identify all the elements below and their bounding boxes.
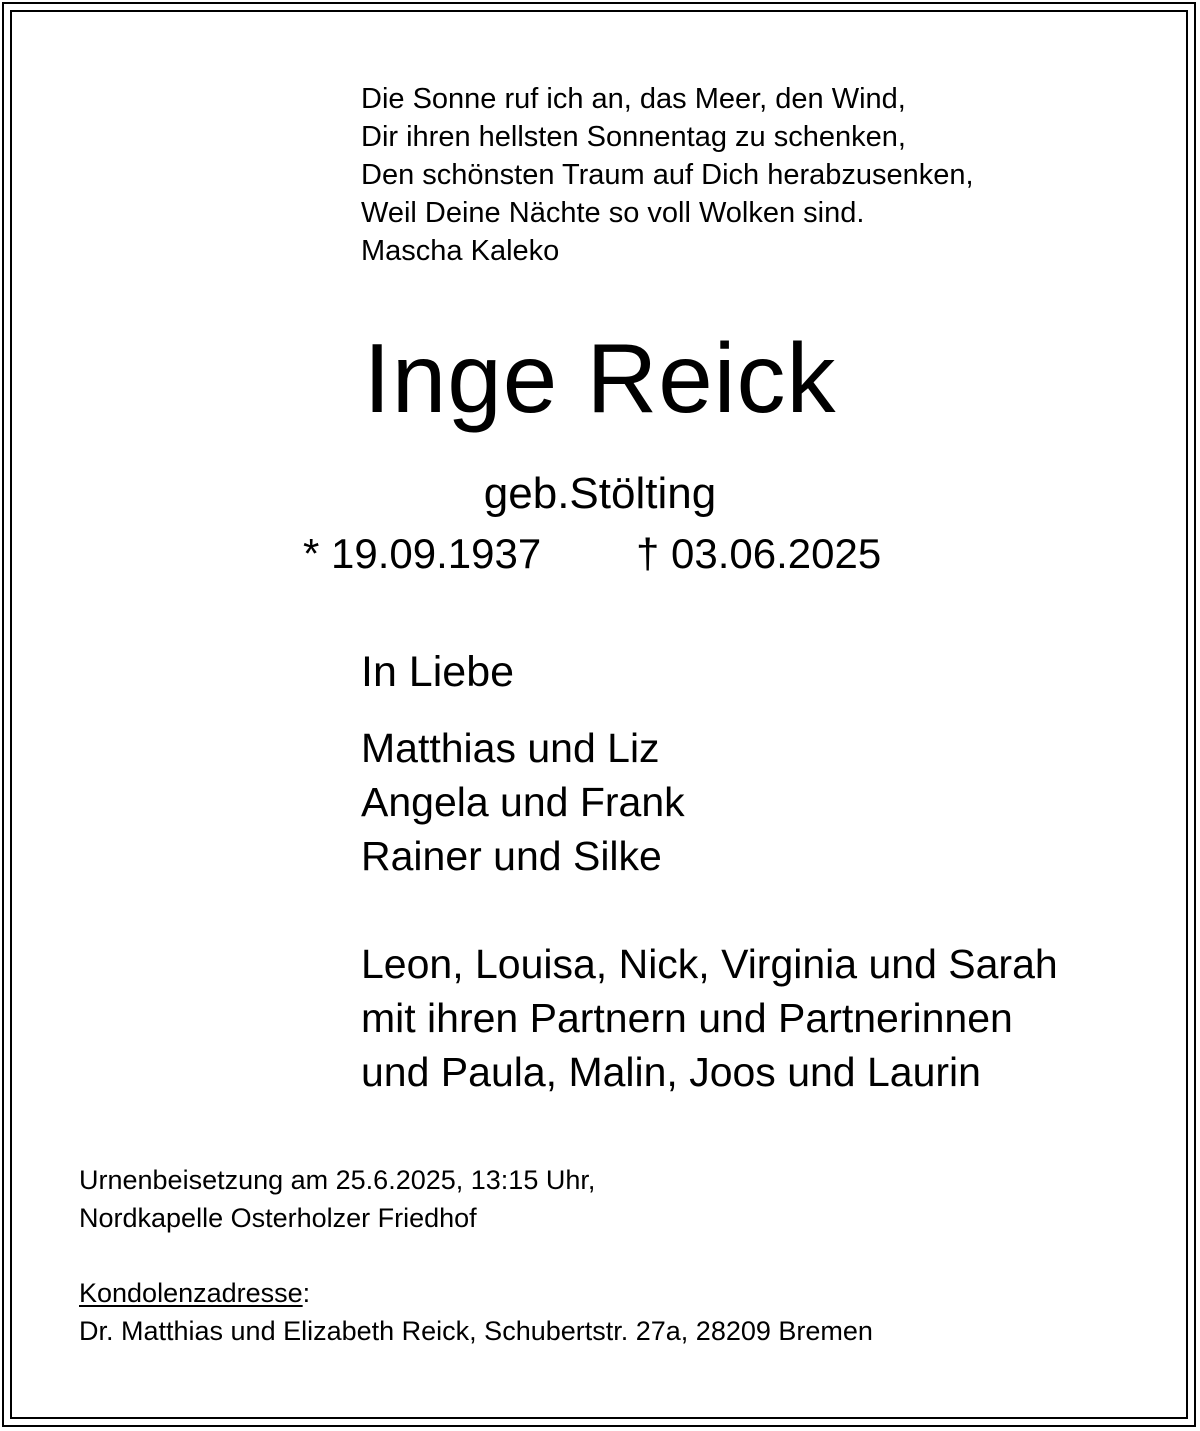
condolence-label: Kondolenzadresse	[79, 1278, 303, 1308]
birth-date: * 19.09.1937	[303, 530, 542, 577]
ceremony-info	[79, 1161, 595, 1237]
grandchildren-line: mit ihren Partnern und Partnerinnen	[361, 995, 1013, 1041]
grandchildren-line: und Paula, Malin, Joos und Laurin	[361, 1049, 981, 1095]
poem-line: Weil Deine Nächte so voll Wolken sind.	[361, 197, 865, 229]
ceremony-line: Nordkapelle Osterholzer Friedhof	[79, 1203, 477, 1233]
grandchildren-line: Leon, Louisa, Nick, Virginia und Sarah	[361, 941, 1058, 987]
maiden-name: geb.Stölting	[483, 469, 717, 518]
condolence-heading	[79, 1274, 873, 1312]
ceremony-line: Urnenbeisetzung am 25.6.2025, 13:15 Uhr,	[79, 1165, 596, 1195]
poem-author: Mascha Kaleko	[361, 235, 560, 267]
condolence-colon: :	[302, 1278, 311, 1308]
family-line: Rainer und Silke	[361, 833, 662, 879]
poem-line: Den schönsten Traum auf Dich herabzusenken,	[361, 159, 974, 191]
poem-line: Die Sonne ruf ich an, das Meer, den Wind,	[361, 83, 906, 115]
family-line: Angela und Frank	[361, 779, 685, 825]
family-list	[361, 721, 685, 883]
grandchildren-list	[361, 937, 1058, 1099]
condolence-info	[79, 1274, 873, 1350]
family-line: Matthias und Liz	[361, 725, 660, 771]
poem	[361, 80, 974, 270]
deceased-name: Inge Reick	[363, 323, 837, 433]
condolence-address: Dr. Matthias und Elizabeth Reick, Schubertstr. 27a, 28209 Bremen	[79, 1316, 873, 1346]
death-date: † 03.06.2025	[636, 530, 882, 577]
poem-line: Dir ihren hellsten Sonnentag zu schenken,	[361, 121, 906, 153]
mourners-intro: In Liebe	[361, 648, 515, 696]
